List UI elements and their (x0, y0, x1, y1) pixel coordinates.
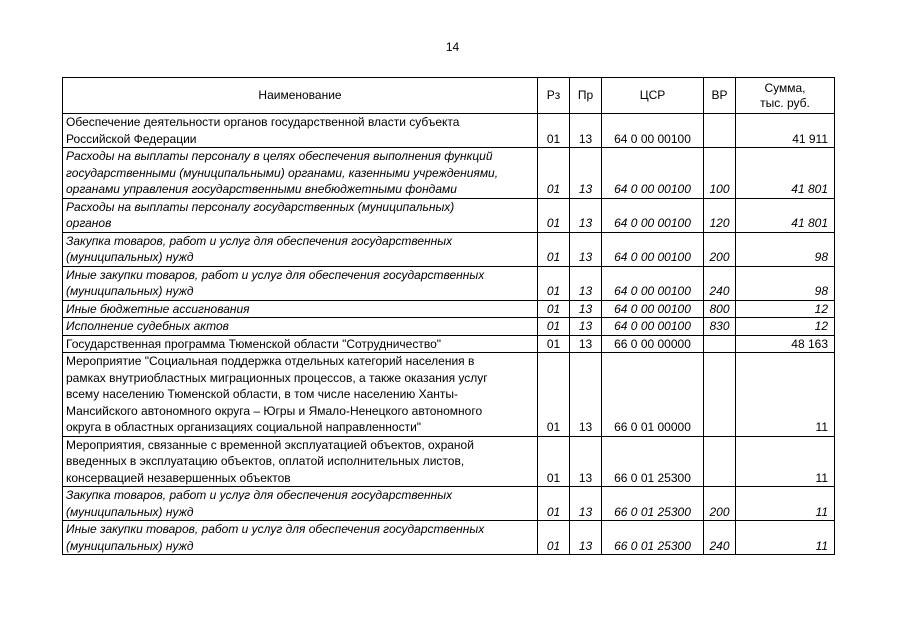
cell-vr: 830 (704, 318, 736, 336)
cell-sum: 12 (736, 300, 835, 318)
cell-pr: 13 (570, 521, 602, 555)
cell-sum: 41 801 (736, 198, 835, 232)
cell-csr: 66 0 01 00000 (602, 353, 704, 437)
cell-rz: 01 (538, 114, 570, 148)
table-row (63, 266, 835, 300)
table-row (63, 300, 835, 318)
cell-csr: 64 0 00 00100 (602, 318, 704, 336)
cell-vr: 100 (704, 148, 736, 199)
cell-pr: 13 (570, 300, 602, 318)
cell-rz: 01 (538, 353, 570, 437)
table-row (63, 353, 835, 437)
column-header-rz: Рз (538, 78, 570, 114)
cell-sum: 41 911 (736, 114, 835, 148)
cell-rz: 01 (538, 232, 570, 266)
table-header-row (63, 78, 835, 114)
cell-name: Закупка товаров, работ и услуг для обеспечения государственных (муниципальных) нужд (63, 232, 538, 266)
cell-name: Исполнение судебных актов (63, 318, 538, 336)
cell-name: Закупка товаров, работ и услуг для обеспечения государственных (муниципальных) нужд (63, 487, 538, 521)
cell-sum: 98 (736, 266, 835, 300)
table-row (63, 198, 835, 232)
cell-sum: 11 (736, 521, 835, 555)
cell-vr: 200 (704, 232, 736, 266)
column-header-sum: Сумма, тыс. руб. (736, 78, 835, 114)
cell-pr: 13 (570, 318, 602, 336)
cell-vr: 200 (704, 487, 736, 521)
cell-csr: 66 0 00 00000 (602, 335, 704, 353)
cell-csr: 66 0 01 25300 (602, 436, 704, 487)
cell-rz: 01 (538, 487, 570, 521)
table-row (63, 521, 835, 555)
cell-name: Расходы на выплаты персоналу государственных (муниципальных) органов (63, 198, 538, 232)
cell-rz: 01 (538, 318, 570, 336)
cell-rz: 01 (538, 198, 570, 232)
cell-rz: 01 (538, 436, 570, 487)
page-number: 14 (445, 40, 460, 54)
budget-table (62, 77, 835, 555)
cell-rz: 01 (538, 300, 570, 318)
column-header-pr: Пр (570, 78, 602, 114)
cell-name: Обеспечение деятельности органов государственной власти субъекта Российской Федерации (63, 114, 538, 148)
cell-name: Расходы на выплаты персоналу в целях обеспечения выполнения функций государственными (муниципальными) органами, казенными учреждениями, органами управления государственными внебюджетными фондами (63, 148, 538, 199)
cell-sum: 12 (736, 318, 835, 336)
table-body (63, 114, 835, 555)
table-row (63, 148, 835, 199)
column-header-csr: ЦСР (602, 78, 704, 114)
cell-csr: 64 0 00 00100 (602, 148, 704, 199)
cell-rz: 01 (538, 521, 570, 555)
cell-pr: 13 (570, 266, 602, 300)
cell-pr: 13 (570, 148, 602, 199)
cell-csr: 64 0 00 00100 (602, 300, 704, 318)
column-header-name: Наименование (63, 78, 538, 114)
cell-rz: 01 (538, 148, 570, 199)
cell-name: Государственная программа Тюменской области "Сотрудничество" (63, 335, 538, 353)
cell-name: Мероприятия, связанные с временной эксплуатацией объектов, охраной введенных в эксплуатацию объектов, оплатой исполнительных листов, консервацией незавершенных объектов (63, 436, 538, 487)
cell-vr: 240 (704, 266, 736, 300)
cell-vr (704, 114, 736, 148)
cell-sum: 11 (736, 436, 835, 487)
cell-csr: 66 0 01 25300 (602, 487, 704, 521)
column-header-vr: ВР (704, 78, 736, 114)
cell-csr: 66 0 01 25300 (602, 521, 704, 555)
cell-pr: 13 (570, 114, 602, 148)
table-row (63, 232, 835, 266)
cell-sum: 11 (736, 353, 835, 437)
cell-vr (704, 335, 736, 353)
cell-csr: 64 0 00 00100 (602, 114, 704, 148)
cell-sum: 11 (736, 487, 835, 521)
cell-vr: 120 (704, 198, 736, 232)
table-row (63, 487, 835, 521)
table-row (63, 318, 835, 336)
table-row (63, 335, 835, 353)
cell-csr: 64 0 00 00100 (602, 198, 704, 232)
cell-vr: 240 (704, 521, 736, 555)
cell-pr: 13 (570, 436, 602, 487)
cell-rz: 01 (538, 266, 570, 300)
cell-name: Мероприятие "Социальная поддержка отдельных категорий населения в рамках внутриобластных миграционных процессов, а также оказания услуг всему населению Тюменской области, в том числе населению Ханты- Мансийского автономного округа – Югры и Ямало-Ненецкого автономного округа в областных организациях социальной направленности" (63, 353, 538, 437)
cell-pr: 13 (570, 198, 602, 232)
cell-vr: 800 (704, 300, 736, 318)
cell-csr: 64 0 00 00100 (602, 266, 704, 300)
cell-sum: 48 163 (736, 335, 835, 353)
cell-pr: 13 (570, 232, 602, 266)
cell-pr: 13 (570, 487, 602, 521)
cell-name: Иные бюджетные ассигнования (63, 300, 538, 318)
cell-vr (704, 436, 736, 487)
cell-vr (704, 353, 736, 437)
cell-rz: 01 (538, 335, 570, 353)
cell-sum: 98 (736, 232, 835, 266)
cell-sum: 41 801 (736, 148, 835, 199)
cell-name: Иные закупки товаров, работ и услуг для обеспечения государственных (муниципальных) нужд (63, 266, 538, 300)
cell-name: Иные закупки товаров, работ и услуг для обеспечения государственных (муниципальных) нужд (63, 521, 538, 555)
table-row (63, 114, 835, 148)
cell-pr: 13 (570, 335, 602, 353)
cell-pr: 13 (570, 353, 602, 437)
table-row (63, 436, 835, 487)
cell-csr: 64 0 00 00100 (602, 232, 704, 266)
